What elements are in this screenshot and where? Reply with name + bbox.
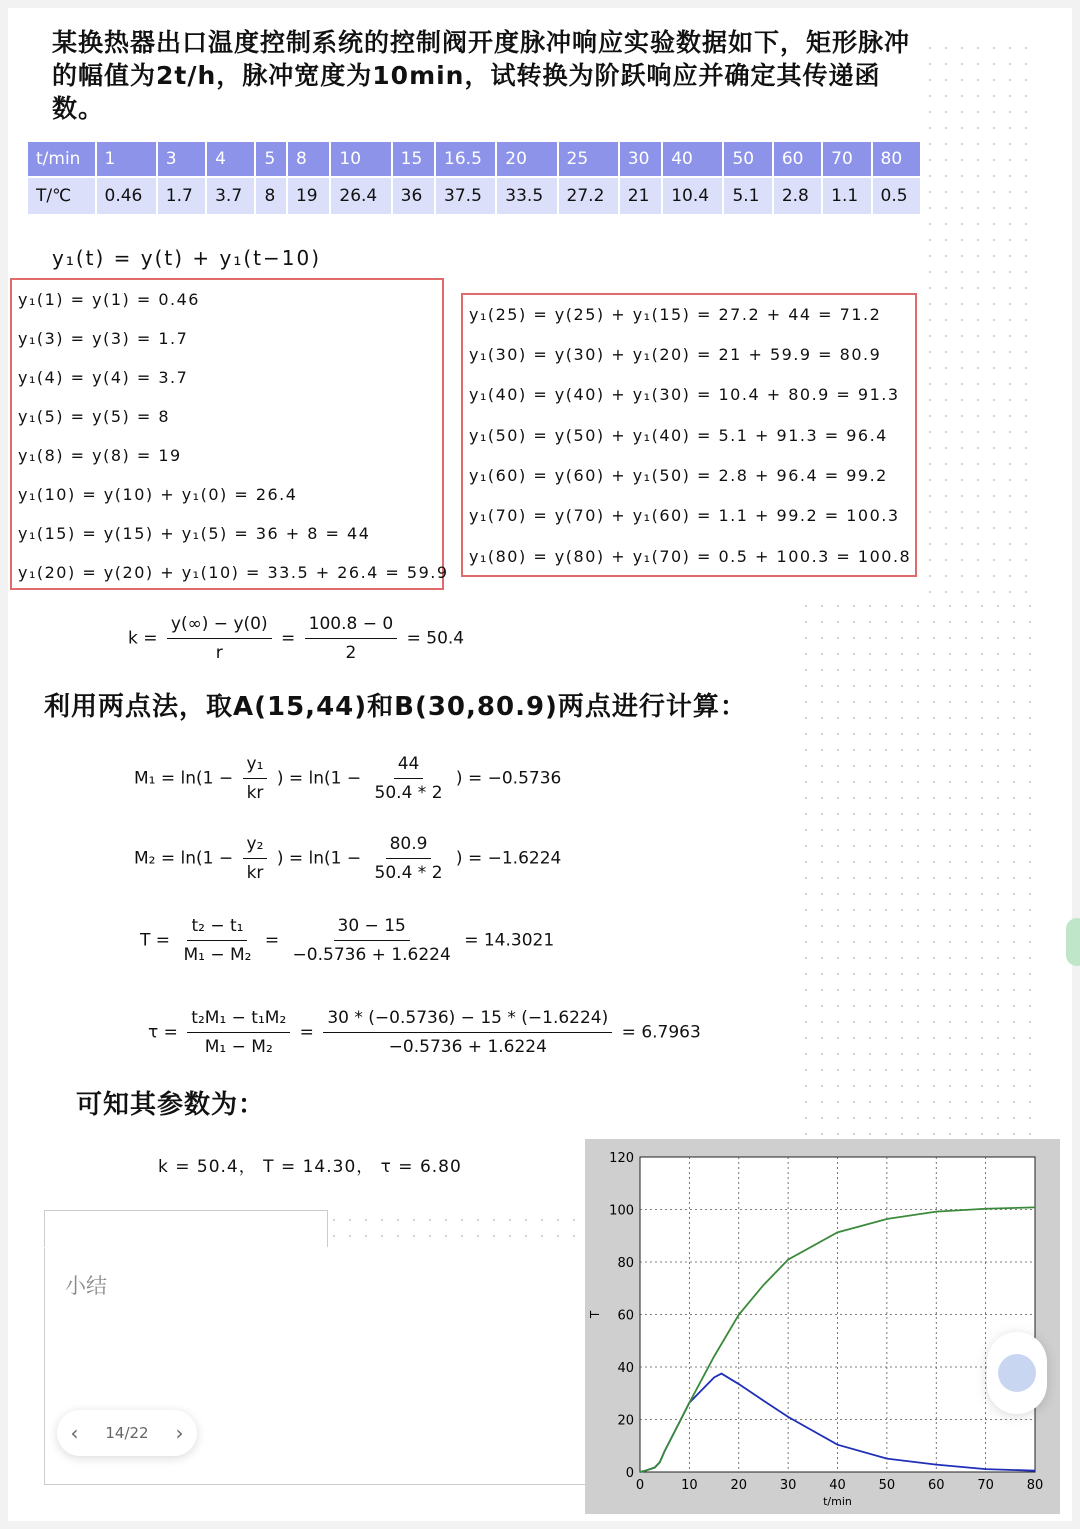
calc-line: y₁(4) = y(4) = 3.7 xyxy=(18,368,189,387)
m2-formula: M₂ = ln(1 − $\frac{\text{y₂}}{kr}$ ) = ln(1 − $\frac{80.9}{50.4 * 2}$ ) = −1.6224 xyxy=(134,834,562,883)
params-heading: 可知其参数为： xyxy=(76,1090,266,1120)
row-label-time: t/min xyxy=(28,142,95,176)
table-header-cell: 8 xyxy=(288,142,329,176)
table-header-cell: 30 xyxy=(620,142,661,176)
table-cell: 33.5 xyxy=(497,178,556,214)
table-cell: 21 xyxy=(620,178,661,214)
x-tick-label: 0 xyxy=(635,1478,645,1493)
y-tick-label: 80 xyxy=(617,1256,634,1271)
table-header-cell: 3 xyxy=(158,142,205,176)
calc-line: y₁(80) = y(80) + y₁(70) = 0.5 + 100.3 = 100.8 xyxy=(469,547,912,566)
table-cell: 27.2 xyxy=(559,178,618,214)
next-page-button[interactable]: › xyxy=(175,1421,184,1445)
table-cell: 2.8 xyxy=(774,178,821,214)
table-header-cell: 5 xyxy=(256,142,286,176)
y-tick-label: 20 xyxy=(617,1413,634,1429)
table-cell: 10.4 xyxy=(663,178,722,214)
table-header-cell: 4 xyxy=(207,142,254,176)
y-tick-label: 60 xyxy=(617,1308,634,1324)
table-cell: 1.1 xyxy=(823,178,870,214)
x-tick-label: 50 xyxy=(878,1478,896,1493)
x-tick-label: 20 xyxy=(730,1478,748,1493)
x-tick-label: 70 xyxy=(977,1478,994,1493)
calc-line: y₁(3) = y(3) = 1.7 xyxy=(18,329,189,348)
y-axis-label: T xyxy=(588,1310,602,1319)
x-tick-label: 40 xyxy=(829,1478,846,1493)
table-header-cell: 10 xyxy=(331,142,390,176)
x-axis-label: t/min xyxy=(823,1495,852,1508)
calc-line: y₁(30) = y(30) + y₁(20) = 21 + 59.9 = 80.9 xyxy=(469,345,882,364)
y-tick-label: 100 xyxy=(609,1203,634,1219)
assistant-icon xyxy=(998,1354,1036,1392)
calc-line: y₁(1) = y(1) = 0.46 xyxy=(18,290,200,309)
experiment-data-table xyxy=(26,140,922,216)
problem-statement: 某换热器出口温度控制系统的控制阀开度脉冲响应实验数据如下，矩形脉冲的幅值为2t/h，脉冲宽度为10min，试转换为阶跃响应并确定其传递函数。 xyxy=(52,28,911,123)
table-header-cell: 40 xyxy=(663,142,722,176)
calc-line: y₁(10) = y(10) + y₁(0) = 26.4 xyxy=(18,485,298,504)
response-chart xyxy=(585,1139,1060,1514)
y-tick-label: 40 xyxy=(617,1361,634,1376)
table-cell: 8 xyxy=(256,178,286,214)
table-header-cell: 50 xyxy=(724,142,771,176)
table-cell: 1.7 xyxy=(158,178,205,214)
table-header-cell: 60 xyxy=(774,142,821,176)
table-cell: 0.5 xyxy=(873,178,920,214)
floating-assistant-button[interactable] xyxy=(987,1332,1047,1414)
calc-line: y₁(20) = y(20) + y₁(10) = 33.5 + 26.4 = 59.9 xyxy=(18,563,449,582)
dotted-background-lower xyxy=(798,598,1040,1138)
calc-line: y₁(50) = y(50) + y₁(40) = 5.1 + 91.3 = 96.4 xyxy=(469,426,888,445)
calc-line: y₁(5) = y(5) = 8 xyxy=(18,407,171,426)
prev-page-button[interactable]: ‹ xyxy=(70,1421,79,1445)
table-cell: 3.7 xyxy=(207,178,254,214)
x-tick-label: 60 xyxy=(927,1478,945,1493)
k-formula: k = $\frac{y(\infty) - y(0)}{r}$ = $\frac{100.8 - 0}{2}$ = 50.4 xyxy=(128,614,465,663)
table-cell: 36 xyxy=(393,178,434,214)
page-indicator: 14/22 xyxy=(105,1424,149,1442)
summary-panel[interactable] xyxy=(44,1248,586,1485)
table-header-cell: 70 xyxy=(823,142,870,176)
calc-line: y₁(40) = y(40) + y₁(30) = 10.4 + 80.9 = 91.3 xyxy=(469,385,900,404)
calc-line: y₁(25) = y(25) + y₁(15) = 27.2 + 44 = 71.2 xyxy=(469,305,882,324)
row-label-temperature: T/℃ xyxy=(28,178,95,214)
table-header-cell: 15 xyxy=(393,142,434,176)
calc-line: y₁(70) = y(70) + y₁(60) = 1.1 + 99.2 = 100.3 xyxy=(469,506,900,525)
chart-svg xyxy=(585,1139,1060,1514)
left-calc-box xyxy=(10,278,449,590)
table-header-cell: 80 xyxy=(873,142,920,176)
x-tick-label: 80 xyxy=(1026,1478,1044,1493)
note-frame xyxy=(44,1210,328,1247)
calc-line: y₁(8) = y(8) = 19 xyxy=(18,446,182,465)
table-header-cell: 20 xyxy=(497,142,556,176)
table-cell: 26.4 xyxy=(331,178,390,214)
table-header-cell: 25 xyxy=(559,142,618,176)
y-tick-label: 120 xyxy=(609,1151,634,1166)
calc-line: y₁(60) = y(60) + y₁(50) = 2.8 + 96.4 = 99.2 xyxy=(469,466,888,485)
table-row-time xyxy=(28,142,920,176)
table-cell: 37.5 xyxy=(436,178,495,214)
time-constant-formula: T = $\frac{\text{t₂ − t₁}}{\text{M₁ − M₂}}$ = $\frac{30 - 15}{-0.5736 + 1.6224}$ = 14.3021 xyxy=(140,916,555,965)
dotted-strip xyxy=(326,1212,596,1246)
table-cell: 19 xyxy=(288,178,329,214)
side-handle[interactable] xyxy=(1066,918,1080,966)
delay-formula: τ = $\frac{\text{t₂M₁ − t₁M₂}}{\text{M₁ − M₂}}$ = $\frac{30 * (-0.5736) - 15 * (-1.6224)}{-0.5736 + 1.6224}$ = 6.7963 xyxy=(148,1008,701,1057)
right-calc-box xyxy=(461,293,917,577)
m1-formula: M₁ = ln(1 − $\frac{\text{y₁}}{kr}$ ) = ln(1 − $\frac{44}{50.4 * 2}$ ) = −0.5736 xyxy=(134,754,562,803)
table-header-cell: 1 xyxy=(97,142,156,176)
y-tick-label: 0 xyxy=(625,1466,634,1481)
table-cell: 5.1 xyxy=(724,178,771,214)
x-tick-label: 30 xyxy=(779,1478,797,1493)
x-tick-label: 10 xyxy=(681,1478,698,1493)
summary-label: 小结 xyxy=(65,1274,107,1298)
params-line: k = 50.4， T = 14.30， τ = 6.80 xyxy=(158,1157,462,1177)
table-row-temperature xyxy=(28,178,920,214)
calc-line: y₁(15) = y(15) + y₁(5) = 36 + 8 = 44 xyxy=(18,524,371,543)
page-navigator xyxy=(57,1410,197,1456)
table-header-cell: 16.5 xyxy=(436,142,495,176)
table-cell: 0.46 xyxy=(97,178,156,214)
two-point-heading: 利用两点法，取A(15,44)和B(30,80.9)两点进行计算： xyxy=(44,692,747,722)
main-equation: y₁(t) = y(t) + y₁(t−10) xyxy=(52,246,322,270)
